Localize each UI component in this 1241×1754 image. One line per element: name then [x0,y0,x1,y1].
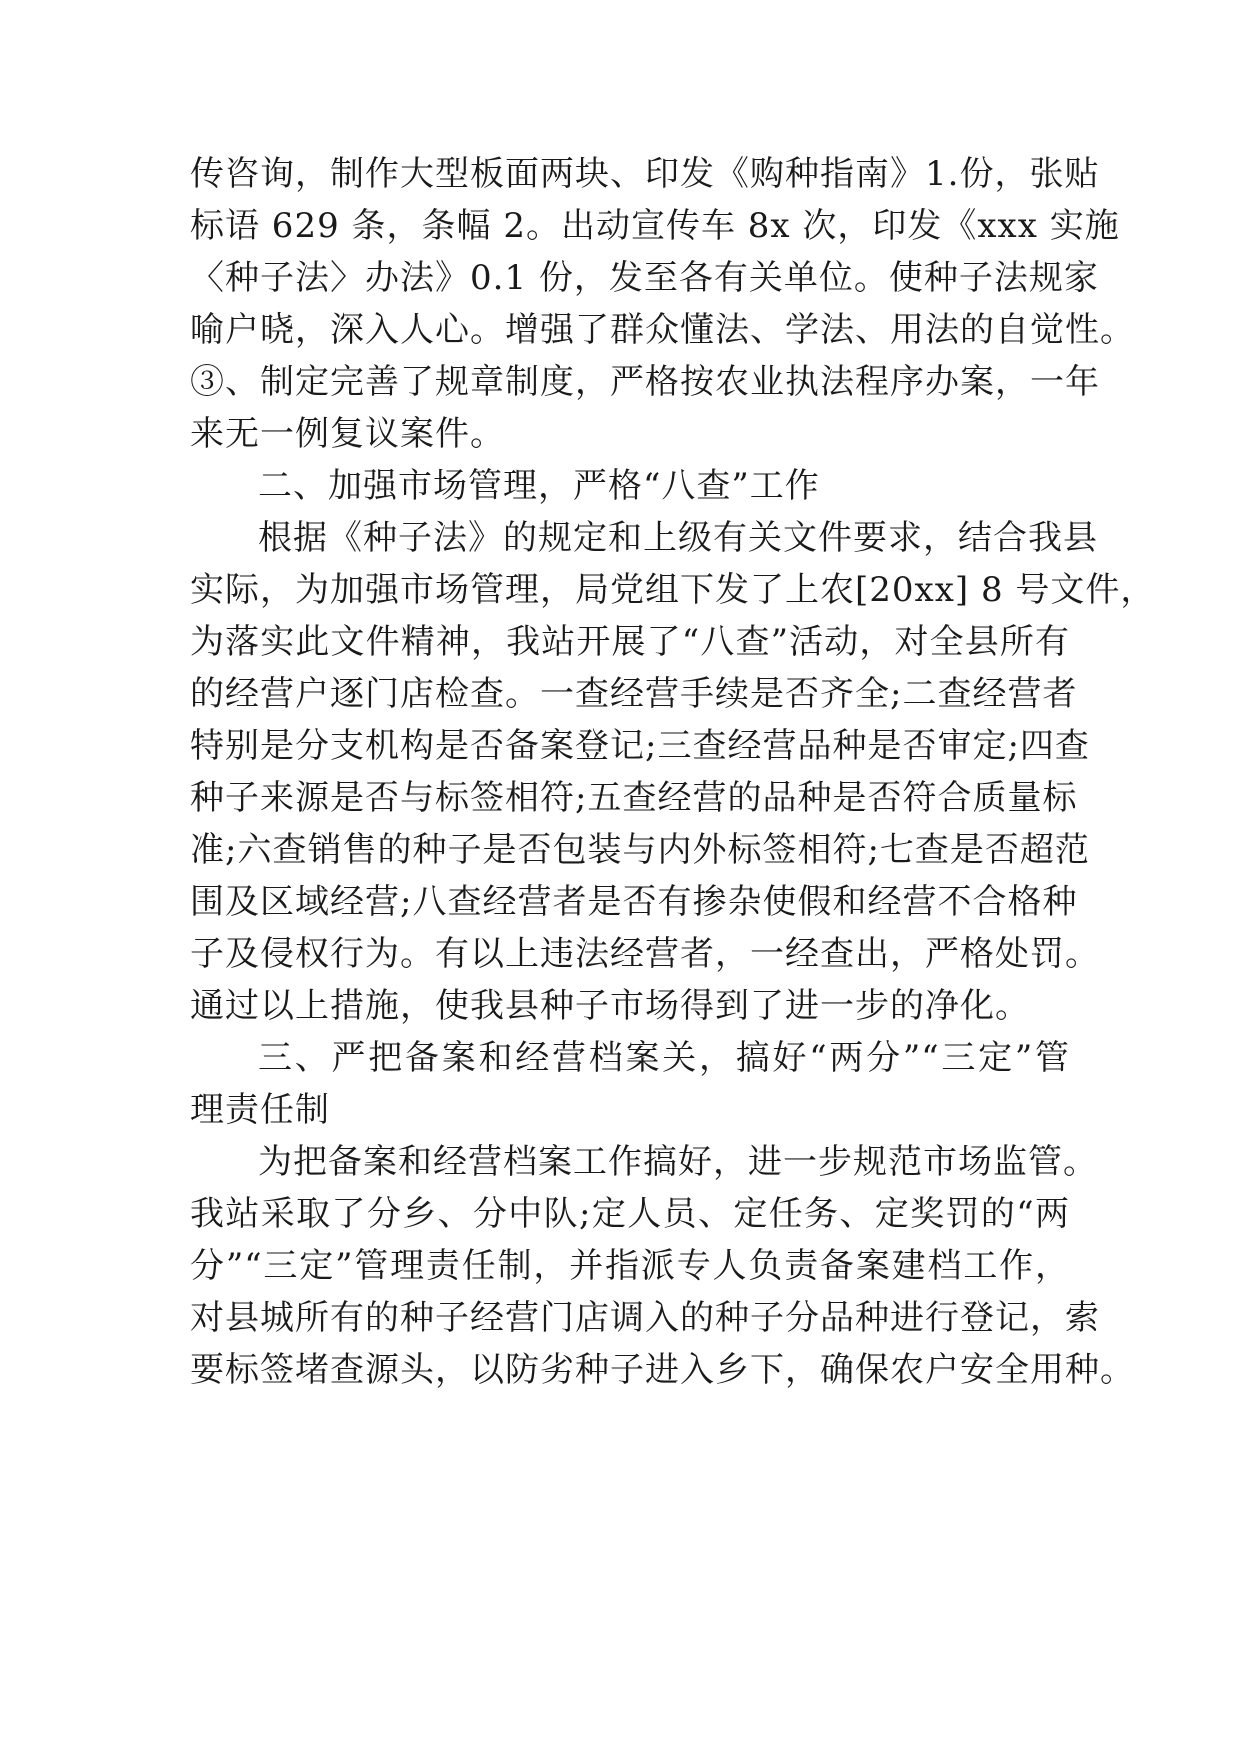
text-line: 的经营户逐门店检查。一查经营手续是否齐全;二查经营者 [190,674,1078,714]
text-line: 我站采取了分乡、分中队;定人员、定任务、定奖罚的“两 [190,1194,1070,1234]
text-line: 围及区域经营;八查经营者是否有掺杂使假和经营不合格种 [190,882,1078,922]
section-heading: 理责任制 [190,1090,330,1130]
text-line: 标语 629 条，条幅 2。出动宣传车 8x 次，印发《xxx 实施 [190,206,1120,246]
text-line: 实际，为加强市场管理，局党组下发了上农[20xx] 8 号文件， [190,570,1156,610]
text-line: 〈种子法〉办法》0.1 份，发至各有关单位。使种子法规家 [190,258,1099,298]
text-line: ③、制定完善了规章制度，严格按农业执法程序办案，一年 [190,362,1100,402]
section-heading: 三、严把备案和经营档案关，搞好“两分”“三定”管 [258,1038,1070,1078]
text-line: 为把备案和经营档案工作搞好，进一步规范市场监管。 [258,1142,1098,1182]
text-line: 根据《种子法》的规定和上级有关文件要求，结合我县 [258,518,1098,558]
text-line: 传咨询，制作大型板面两块、印发《购种指南》1.份，张贴 [190,154,1100,194]
text-line: 子及侵权行为。有以上违法经营者，一经查出，严格处罚。 [190,934,1100,974]
text-line: 为落实此文件精神，我站开展了“八查”活动，对全县所有 [190,622,1070,662]
text-line: 种子来源是否与标签相符;五查经营的品种是否符合质量标 [190,778,1078,818]
text-line: 对县城所有的种子经营门店调入的种子分品种进行登记，索 [190,1298,1100,1338]
text-line: 分”“三定”管理责任制，并指派专人负责备案建档工作， [190,1246,1070,1286]
text-line: 喻户晓，深入人心。增强了群众懂法、学法、用法的自觉性。 [190,310,1135,350]
text-line: 通过以上措施，使我县种子市场得到了进一步的净化。 [190,986,1030,1026]
text-line: 来无一例复议案件。 [190,414,505,454]
section-heading: 二、加强市场管理，严格“八查”工作 [258,466,820,506]
text-line: 要标签堵查源头，以防劣种子进入乡下，确保农户安全用种。 [190,1350,1135,1390]
text-line: 特别是分支机构是否备案登记;三查经营品种是否审定;四查 [190,726,1090,766]
text-line: 准;六查销售的种子是否包装与内外标签相符;七查是否超范 [190,830,1090,870]
